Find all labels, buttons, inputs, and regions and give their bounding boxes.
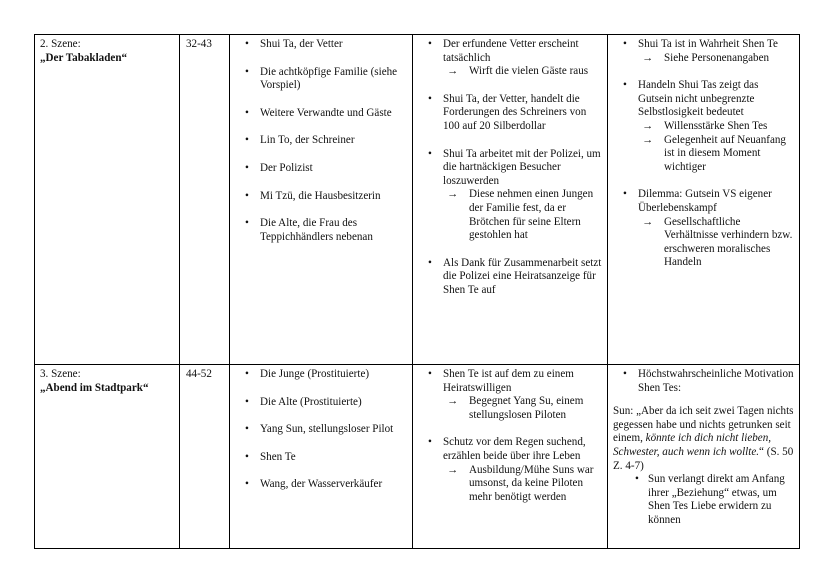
character-item: • Shen Te xyxy=(235,451,408,465)
analysis-subitem: → Gesellschaftliche Verhältnisse verhindern bzw. erschweren moralisches Handeln xyxy=(613,216,795,270)
plot-text: Als Dank für Zusammenarbeit setzt die Polizei eine Heiratsanzeige für Shen Te auf xyxy=(443,256,602,296)
analysis-cell xyxy=(608,365,800,549)
quote-reference: “ (S. 50 Z. 4-7) xyxy=(613,445,794,472)
plot-subitem: → Diese nehmen einen Jungen der Familie fest, da er Brötchen für seine Eltern gestohlen hat xyxy=(418,188,603,242)
analysis-subitem: → Gelegenheit auf Neuanfang ist in diesem Moment wichtiger xyxy=(613,134,795,175)
character-item: • Yang Sun, stellungsloser Pilot xyxy=(235,423,408,437)
scene-cell xyxy=(35,365,180,549)
characters-cell xyxy=(230,365,413,549)
character-item: • Die Junge (Prostituierte) xyxy=(235,368,408,382)
plot-item xyxy=(418,368,603,422)
character-item: • Die achtköpfige Familie (siehe Vorspiel) xyxy=(235,66,408,93)
scene-title: „Abend im Stadtpark“ xyxy=(40,381,149,394)
analysis-item xyxy=(613,79,795,174)
character-item: • Wang, der Wasserverkäufer xyxy=(235,478,408,492)
analysis-cell xyxy=(608,35,800,365)
character-item: • Die Alte (Prostituierte) xyxy=(235,396,408,410)
plot-item xyxy=(418,436,603,504)
characters-cell xyxy=(230,35,413,365)
analysis-item xyxy=(613,38,795,65)
character-item: • Die Alte, die Frau des Teppichhändlers nebenan xyxy=(235,217,408,244)
table-row-scene-3 xyxy=(35,365,800,549)
scene-table xyxy=(34,34,800,549)
plot-cell xyxy=(413,365,608,549)
plot-text: Der erfundene Vetter erscheint tatsächlich xyxy=(443,38,579,64)
analysis-text: Handeln Shui Tas zeigt das Gutsein nicht unbegrenzte Selbstlosigkeit bedeutet xyxy=(638,79,759,119)
character-item: • Shui Ta, der Vetter xyxy=(235,38,408,52)
plot-subitem: → Wirft die vielen Gäste raus xyxy=(418,65,603,79)
plot-subitem: → Ausbildung/Mühe Suns war umsonst, da keine Piloten mehr benötigt werden xyxy=(418,464,603,505)
plot-text: Schutz vor dem Regen suchend, erzählen beide über ihre Leben xyxy=(443,436,586,462)
pages-cell: 32-43 xyxy=(180,35,230,365)
plot-item xyxy=(418,38,603,79)
quote-italic: könnte ich dich nicht lieben, Schwester, auch wenn ich wollte. xyxy=(613,432,772,458)
character-item: • Weitere Verwandte und Gäste xyxy=(235,107,408,121)
analysis-item: • Höchstwahrscheinliche Motivation Shen Tes: xyxy=(613,368,795,395)
analysis-text: Shui Ta ist in Wahrheit Shen Te xyxy=(638,38,778,50)
analysis-item: • Sun verlangt direkt am Anfang ihrer „Beziehung“ etwas, um Shen Tes Liebe erwidern zu können xyxy=(613,473,795,527)
plot-item xyxy=(418,257,603,298)
scene-cell xyxy=(35,35,180,365)
scene-title: „Der Tabakladen“ xyxy=(40,51,128,64)
plot-item xyxy=(418,148,603,243)
analysis-item xyxy=(613,188,795,270)
plot-item xyxy=(418,93,603,134)
quote-text xyxy=(613,405,795,473)
analysis-text: Dilemma: Gutsein VS eigener Überlebenskampf xyxy=(638,188,772,214)
scene-label: 3. Szene: xyxy=(40,368,81,380)
analysis-subitem: → Willensstärke Shen Tes xyxy=(613,120,795,134)
table-row-scene-2 xyxy=(35,35,800,365)
character-item: • Der Polizist xyxy=(235,162,408,176)
plot-cell xyxy=(413,35,608,365)
plot-subitem: → Begegnet Yang Su, einem stellungslosen Piloten xyxy=(418,395,603,422)
pages-cell: 44-52 xyxy=(180,365,230,549)
character-item: • Lin To, der Schreiner xyxy=(235,134,408,148)
quote-plain: Sun: „Aber da ich seit zwei Tagen nichts gegessen habe und nichts getrunken seit einem, xyxy=(613,405,794,445)
scene-label: 2. Szene: xyxy=(40,38,81,50)
analysis-subitem: → Siehe Personenangaben xyxy=(613,52,795,66)
plot-text: Shui Ta, der Vetter, handelt die Forderungen des Schreiners von 100 auf 20 Silberdollar xyxy=(443,92,587,132)
plot-text: Shui Ta arbeitet mit der Polizei, um die hartnäckigen Besucher loszuwerden xyxy=(443,147,601,187)
plot-text: Shen Te ist auf dem zu einem Heiratswilligen xyxy=(443,368,574,394)
character-item: • Mi Tzü, die Hausbesitzerin xyxy=(235,190,408,204)
